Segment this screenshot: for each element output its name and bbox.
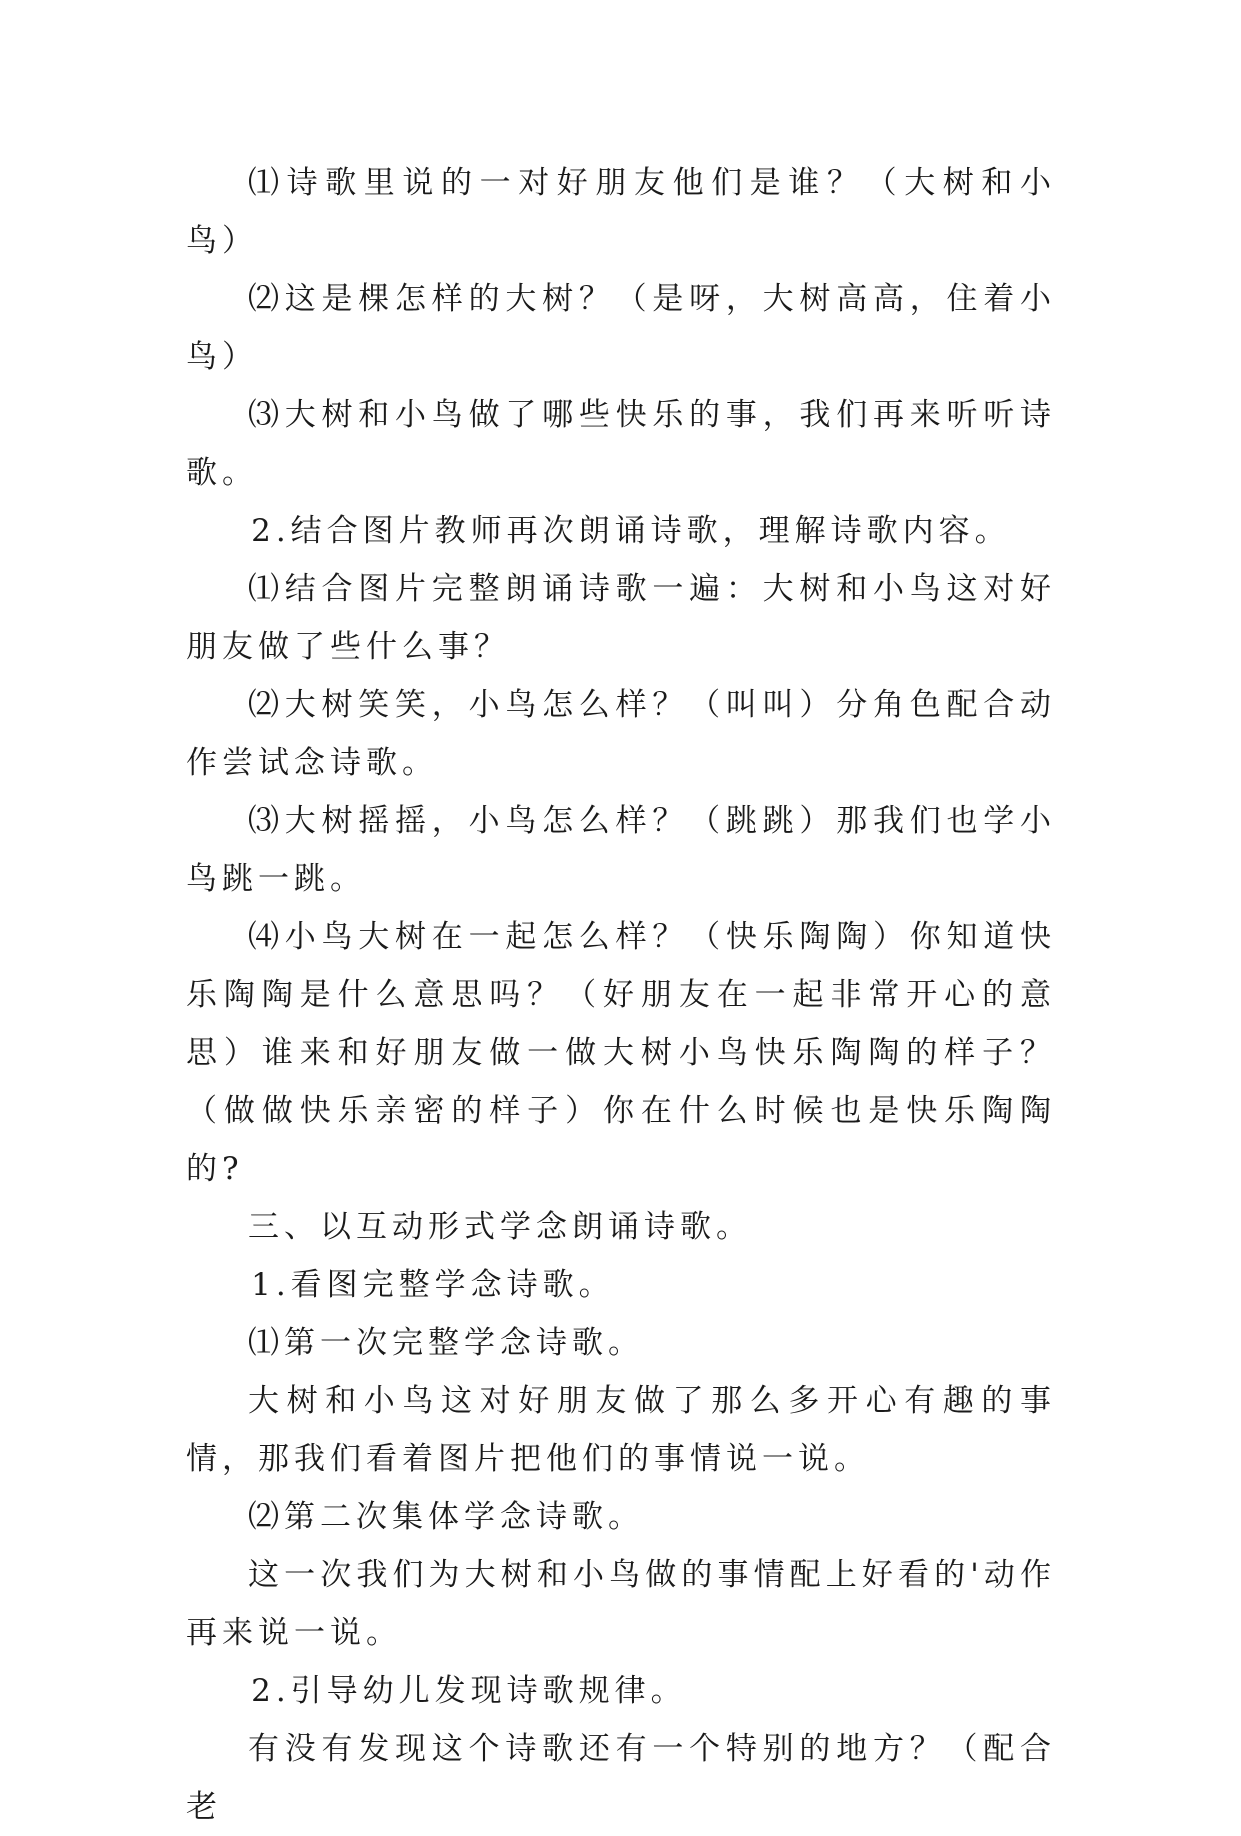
document-body: [186, 154, 1056, 1836]
paragraph-step-2: 2.结合图片教师再次朗诵诗歌，理解诗歌内容。: [251, 513, 1011, 549]
paragraph-text-c: 有没有发现这个诗歌还有一个特别的地方？（配合老: [186, 1731, 1056, 1825]
paragraph-q3: ⑶大树和小鸟做了哪些快乐的事，我们再来听听诗歌。: [186, 397, 1056, 491]
paragraph-step-2-3: ⑶大树摇摇，小鸟怎么样？（跳跳）那我们也学小鸟跳一跳。: [186, 803, 1056, 897]
paragraph-text-b: 这一次我们为大树和小鸟做的事情配上好看的'动作再来说一说。: [186, 1557, 1056, 1651]
paragraph-step-3-1-1: ⑴第一次完整学念诗歌。: [248, 1325, 644, 1361]
paragraph-q1: ⑴诗歌里说的一对好朋友他们是谁？（大树和小鸟）: [186, 165, 1056, 259]
paragraph-step-2-1: ⑴结合图片完整朗诵诗歌一遍：大树和小鸟这对好朋友做了些什么事？: [186, 571, 1056, 665]
paragraph-step-3-1: 1.看图完整学念诗歌。: [251, 1267, 615, 1303]
paragraph-step-3-1-2: ⑵第二次集体学念诗歌。: [248, 1499, 644, 1535]
paragraph-text-a: 大树和小鸟这对好朋友做了那么多开心有趣的事情，那我们看着图片把他们的事情说一说。: [186, 1383, 1056, 1477]
section-heading-3: 三、以互动形式学念朗诵诗歌。: [248, 1209, 752, 1245]
paragraph-step-3-2: 2.引导幼儿发现诗歌规律。: [251, 1673, 687, 1709]
paragraph-step-2-2: ⑵大树笑笑，小鸟怎么样？（叫叫）分角色配合动作尝试念诗歌。: [186, 687, 1056, 781]
paragraph-step-2-4: ⑷小鸟大树在一起怎么样？（快乐陶陶）你知道快乐陶陶是什么意思吗？（好朋友在一起非常开心的意思）谁来和好朋友做一做大树小鸟快乐陶陶的样子？（做做快乐亲密的样子）你在什么时候也是快乐陶陶的?: [186, 919, 1056, 1187]
paragraph-q2: ⑵这是棵怎样的大树？（是呀，大树高高，住着小鸟）: [186, 281, 1056, 375]
